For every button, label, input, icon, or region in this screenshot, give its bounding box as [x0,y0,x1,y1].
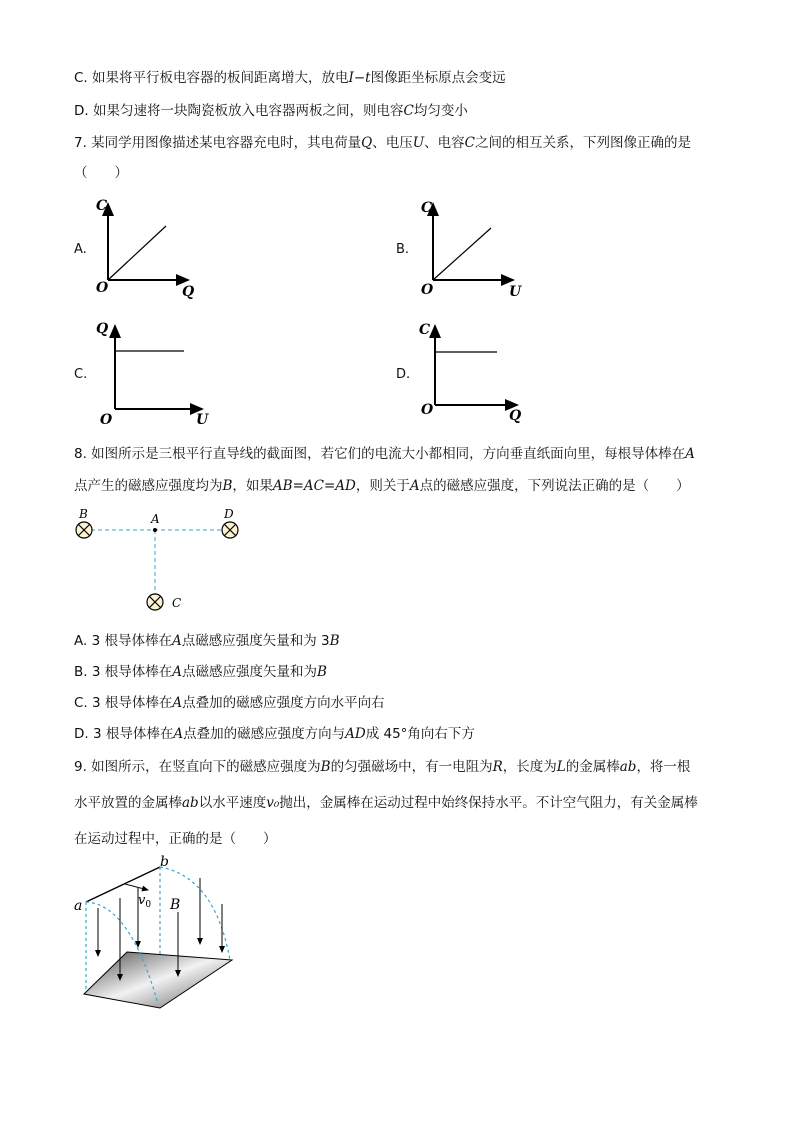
var-A: A [171,633,182,649]
q7-graph-a [90,192,210,300]
q9-stem-e: ，将一根 [636,759,691,775]
origin-label: O [421,402,434,418]
q8-option-d-end: 成 45°角向右下方 [365,726,475,742]
var-Q: Q [361,135,373,151]
y-axis-label: C [96,198,108,214]
q7-graph-d-label: D. [396,367,411,382]
q9-stem-c: ，长度为 [502,759,557,775]
q7-sep1: 、电压 [372,135,413,151]
label-B: B [170,897,181,913]
wire-b-into-page-icon [76,522,92,538]
var-A: A [173,726,184,742]
q7-graph-c-label: C. [74,367,88,382]
q8-stem-line1 [74,442,695,462]
q8-stem-e: 点的磁感应强度，下列说法正确的是（ ） [419,478,690,494]
q9-stem-d: 的金属棒 [565,759,620,775]
q7-graph-b-label: B. [396,242,410,257]
q7-sep2: 、电容 [424,135,465,151]
q9-stem-line1 [74,755,690,775]
q9-stem-line2 [74,791,698,811]
q7-stem [74,131,691,151]
trajectory-b-parabola [160,867,230,960]
q7-stem-b: 之间的相互关系，下列图像正确的是 [474,135,691,151]
q8-stem-line2 [74,474,690,494]
label-a: A [151,512,160,526]
var-v0: v₀ [266,795,280,811]
var-C: C [403,103,414,119]
x-axis-label: U [509,284,522,300]
label-d: D [224,507,234,521]
q9-falling-rod-figure [70,852,250,1017]
q9-stem-h: 抛出，金属棒在运动过程中始终保持水平。不计空气阻力，有关金属棒 [279,795,698,811]
q6-option-d [74,99,468,119]
q8-option-b [74,660,327,680]
var-AD: AD [345,726,366,742]
q7-paren [74,161,128,181]
q9-stem-i: 在运动过程中，正确的是（ ） [74,831,277,847]
y-axis-label: C [421,200,433,216]
var-A: A [172,664,182,680]
x-axis-label: Q [182,284,195,300]
q6-option-d-suffix: 均匀变小 [413,103,468,119]
label-a: a [74,898,83,914]
q7-graph-b [415,192,535,300]
var-A: A [685,446,695,462]
var-U: U [412,135,425,151]
q9-stem-b: 的匀强磁场中，有一电阻为 [330,759,493,775]
x-axis-label: U [196,412,209,426]
q8-stem-c: ，如果 [232,478,273,494]
ground-plate [84,952,232,1008]
q8-wire-figure [70,506,250,616]
var-t: t [365,70,371,86]
equation-ab-ac-ad: AB=AC=AD [272,478,356,494]
var-C: C [464,135,475,151]
q9-stem-g: 以水平速度 [198,795,267,811]
label-v0: $v_0$ [138,893,152,910]
q8-option-d-pre: D. 3 根导体棒在 [74,726,174,742]
q8-stem-d: ，则关于 [355,478,410,494]
label-c: C [172,596,182,610]
q8-option-c [74,691,385,711]
q9-stem-f: 水平放置的金属棒 [74,795,182,811]
q8-option-a [74,629,340,649]
q6-option-c-text: C. 如果将平行板电容器的板间距离增大，放电 [74,70,349,86]
x-axis-label: Q [509,408,522,424]
wire-d-into-page-icon [222,522,238,538]
dash: − [353,70,366,86]
q7-graph-c [90,314,220,426]
y-axis-label: C [419,322,431,338]
q7-graph-d [415,314,535,424]
var-R: R [492,759,503,775]
q6-option-c [74,66,506,86]
q7-graph-a-label: A. [74,242,87,257]
q9-stem-a: 9. 如图所示，在竖直向下的磁感应强度为 [74,759,321,775]
label-b: b [160,854,169,870]
var-B: B [320,759,331,775]
origin-label: O [96,280,109,296]
velocity-arrow [125,884,148,890]
origin-label: O [100,412,113,426]
var-A: A [172,695,183,711]
q8-option-b-pre: B. 3 根导体棒在 [74,664,173,680]
q6-option-d-text: D. 如果匀速将一块陶瓷板放入电容器两板之间，则电容 [74,103,404,119]
var-I: I [348,70,354,86]
q8-option-c-pre: C. 3 根导体棒在 [74,695,173,711]
y-axis-label: Q [96,321,109,337]
q8-option-d-mid: 点叠加的磁感应强度方向与 [183,726,346,742]
q7-stem-a: 7. 某同学用图像描述某电容器充电时，其电荷量 [74,135,362,151]
answer-paren: （ ） [74,165,128,181]
wire-c-into-page-icon [147,594,163,610]
var-B: B [329,633,340,649]
var-A: A [409,478,420,494]
q8-option-c-mid: 点叠加的磁感应强度方向水平向右 [182,695,385,711]
var-ab: ab [182,795,199,811]
q8-stem-a: 8. 如图所示是三根平行直导线的截面图，若它们的电流大小都相同，方向垂直纸面向里，每根导体棒在 [74,446,686,462]
q9-stem-line3 [74,827,277,847]
metal-rod-ab [86,867,160,902]
var-ab: ab [619,759,637,775]
q8-stem-b: 点产生的磁感应强度均为 [74,478,223,494]
var-B: B [316,664,327,680]
var-L: L [556,759,566,775]
origin-label: O [421,282,434,298]
q8-option-b-mid: 点磁感应强度矢量和为 [181,664,317,680]
q8-option-d [74,722,475,742]
var-B: B [222,478,233,494]
graph-line [433,228,491,280]
point-a-dot [153,528,157,532]
label-b: B [79,507,88,521]
q8-option-a-pre: A. 3 根导体棒在 [74,633,172,649]
q8-option-a-mid: 点磁感应强度矢量和为 3 [181,633,330,649]
graph-line [108,226,166,280]
q6-option-c-suffix: 图像距坐标原点会变远 [370,70,506,86]
